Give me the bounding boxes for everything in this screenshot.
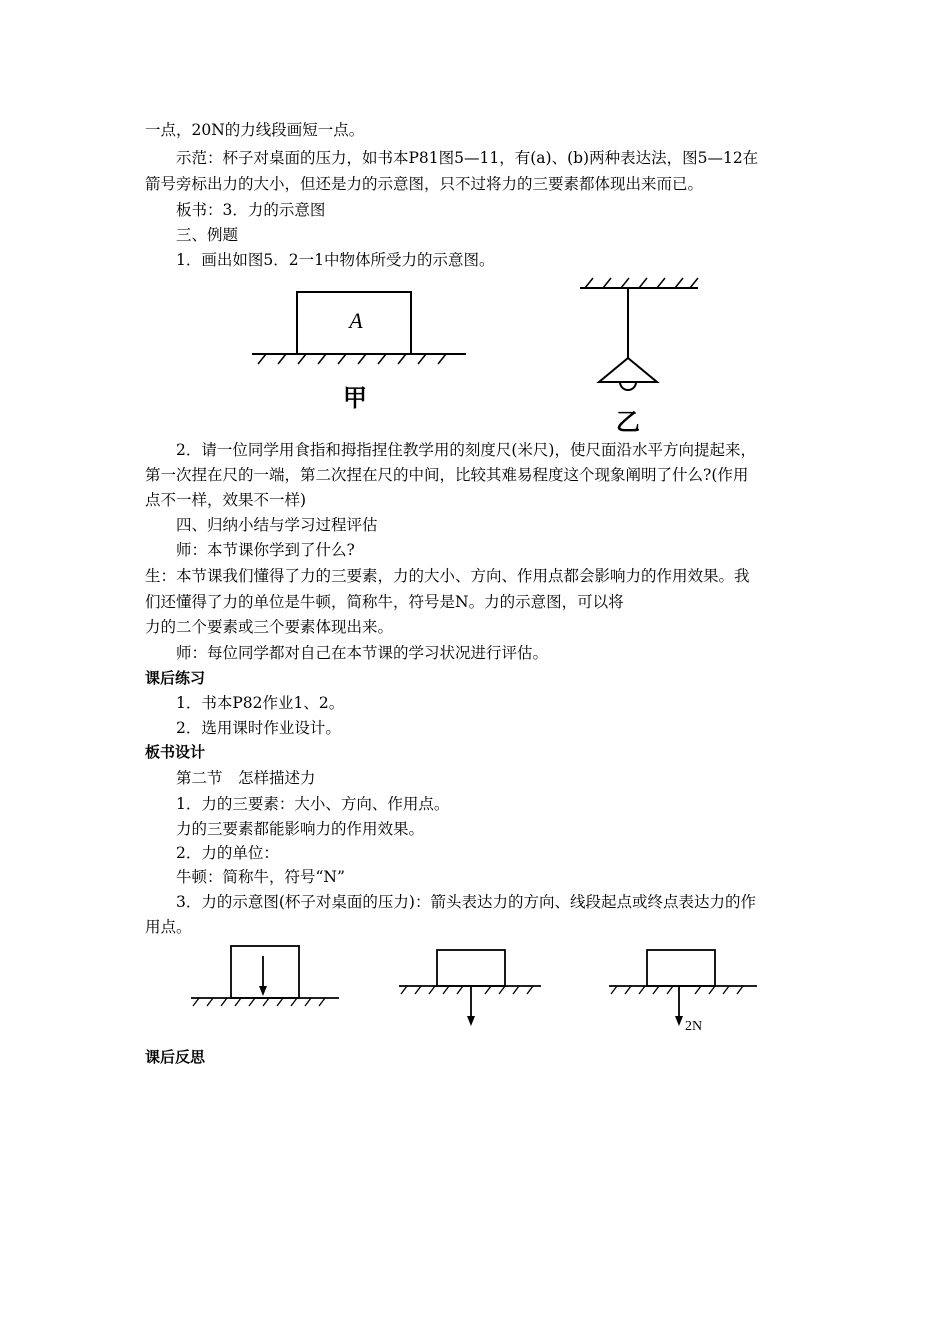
text-line: 三、例题 bbox=[176, 226, 239, 244]
text-line: 点不一样，效果不一样) bbox=[145, 491, 307, 509]
table-hatch bbox=[401, 986, 533, 994]
text-line: 3．力的示意图(杯子对桌面的压力)：箭头表达力的方向、线段起点或终点表达力的作 bbox=[176, 893, 756, 911]
ground-hatch bbox=[258, 354, 446, 364]
text-line: 第一次捏在尺的一端，第二次捏在尺的中间，比较其难易程度这个现象阐明了什么?(作用 bbox=[145, 466, 749, 484]
force-diagram-figure bbox=[185, 940, 765, 1040]
text-line: 示范：杯子对桌面的压力，如书本P81图5—11，有(a)、(b)两种表达法，图5—12在 bbox=[176, 149, 759, 167]
text-line: 力的二个要素或三个要素体现出来。 bbox=[145, 618, 394, 636]
force-label-2n: 2N bbox=[685, 1019, 703, 1034]
section-heading: 板书设计 bbox=[145, 743, 206, 761]
text-line: 板书：3．力的示意图 bbox=[176, 201, 326, 219]
text-line: 1．书本P82作业1、2。 bbox=[176, 694, 345, 712]
table-hatch bbox=[611, 986, 743, 994]
text-line: 第二节 怎样描述力 bbox=[176, 769, 316, 787]
force-arrowhead bbox=[259, 986, 267, 996]
text-line: 2．力的单位： bbox=[176, 844, 279, 862]
caption-jia: 甲 bbox=[343, 386, 367, 412]
block-a-label: A bbox=[349, 308, 363, 333]
text-line: 生：本节课我们懂得了力的三要素，力的大小、方向、作用点都会影响力的作用效果。我 bbox=[145, 567, 750, 585]
text-line: 师：每位同学都对自己在本节课的学习状况进行评估。 bbox=[176, 644, 549, 662]
lamp-bulb bbox=[620, 382, 636, 390]
example-figure bbox=[240, 270, 720, 435]
text-line: 1．力的三要素：大小、方向、作用点。 bbox=[176, 795, 450, 813]
text-line: 师：本节课你学到了什么? bbox=[176, 541, 355, 559]
text-line: 箭号旁标出力的大小，但还是力的示意图，只不过将力的三要素都体现出来而已。 bbox=[145, 175, 704, 193]
section-heading: 课后反思 bbox=[145, 1048, 206, 1066]
text-line: 四、归纳小结与学习过程评估 bbox=[176, 516, 378, 534]
force-arrowhead bbox=[675, 1016, 683, 1026]
text-line: 1．画出如图5．2一1中物体所受力的示意图。 bbox=[176, 251, 495, 269]
text-line: 力的三要素都能影响力的作用效果。 bbox=[176, 820, 425, 838]
section-heading: 课后练习 bbox=[145, 669, 206, 687]
cup-block bbox=[437, 950, 505, 986]
text-line: 一点，20N的力线段画短一点。 bbox=[145, 121, 365, 139]
text-line: 们还懂得了力的单位是牛顿，简称牛，符号是N。力的示意图，可以将 bbox=[145, 593, 624, 611]
text-line: 2．请一位同学用食指和拇指捏住教学用的刻度尺(米尺)，使尺面沿水平方向提起来， bbox=[176, 441, 756, 459]
cup-block bbox=[647, 950, 715, 986]
text-line: 2．选用课时作业设计。 bbox=[176, 719, 341, 737]
caption-yi: 乙 bbox=[616, 410, 640, 436]
text-line: 用点。 bbox=[145, 918, 192, 936]
text-line: 牛顿：简称牛，符号“N” bbox=[176, 868, 345, 886]
table-hatch bbox=[193, 998, 325, 1006]
ceiling-hatch bbox=[585, 278, 698, 288]
lamp-shade bbox=[599, 358, 657, 382]
force-arrowhead bbox=[467, 1016, 475, 1026]
